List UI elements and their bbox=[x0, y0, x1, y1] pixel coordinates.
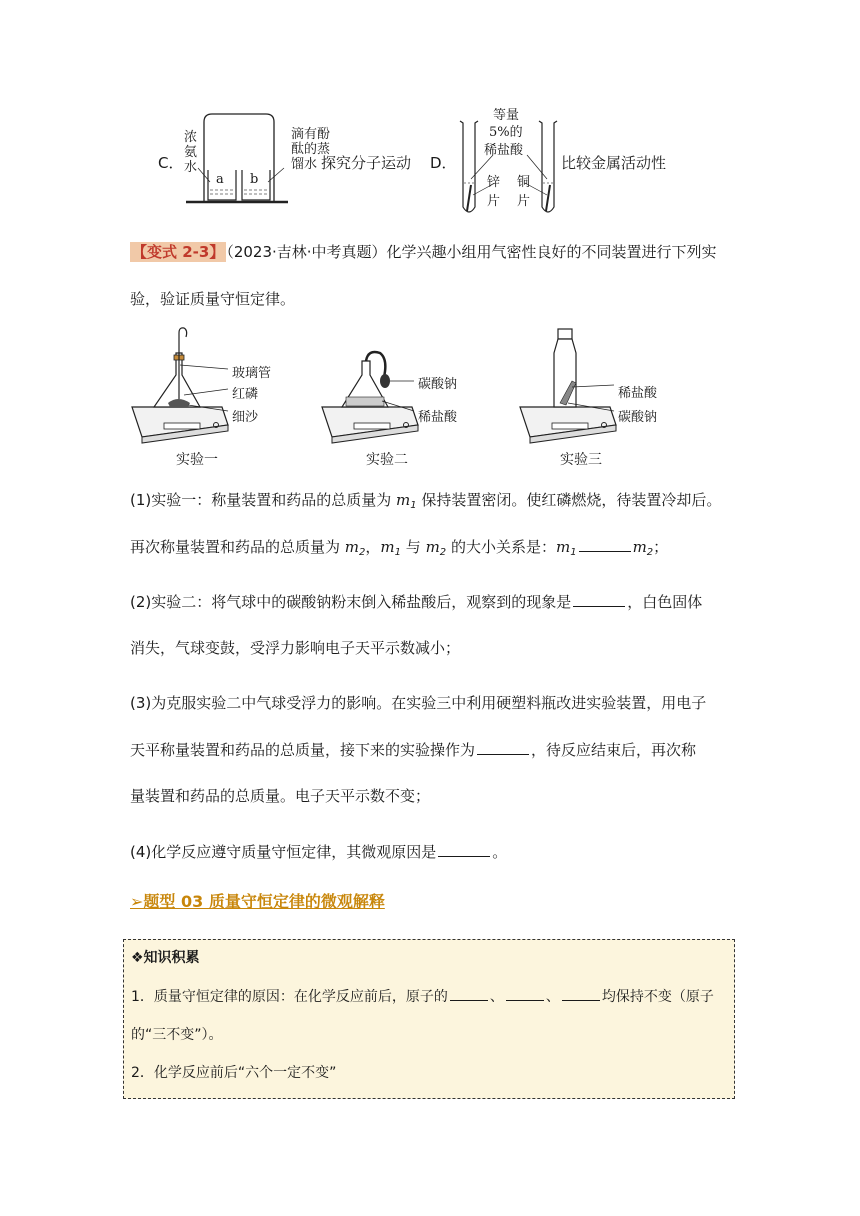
exp2-hcl-label: 稀盐酸 bbox=[418, 410, 458, 425]
knowledge-title: ❖知识积累 bbox=[131, 950, 200, 966]
exp2-na2co3-label: 碳酸钠 bbox=[418, 377, 458, 392]
exp1-glass-tube-label: 玻璃管 bbox=[232, 366, 272, 381]
ammonia-label: 浓氨水 bbox=[184, 130, 198, 175]
balance-2 bbox=[322, 352, 418, 443]
balance-3 bbox=[520, 329, 616, 443]
answer-blank-1[interactable] bbox=[579, 537, 631, 552]
option-c-label: C． bbox=[158, 154, 184, 172]
question-intro-line2: 验，验证质量守恒定律。 bbox=[130, 290, 296, 308]
copper-label-2: 片 bbox=[517, 194, 531, 209]
part3-line2: 天平称量装置和药品的总质量，接下来的实验操作为 ，待反应结束后，再次称 bbox=[130, 741, 697, 759]
part2-line1: (2)实验二：将气球中的碳酸钠粉末倒入稀盐酸后，观察到的现象是 ，白色固体 bbox=[130, 593, 703, 611]
answer-blank-4[interactable] bbox=[438, 842, 490, 857]
knowledge-item-1: 1．质量守恒定律的原因：在化学反应前后，原子的 、 、 均保持不变（原子 bbox=[131, 986, 714, 1006]
equal-amount-label: 等量 bbox=[493, 108, 520, 123]
beaker-a-label: a bbox=[216, 172, 224, 187]
exp3-caption: 实验三 bbox=[560, 452, 602, 468]
ammonia-diffusion-apparatus bbox=[180, 110, 300, 210]
exp1-sand-label: 细沙 bbox=[232, 410, 259, 425]
exp3-hcl-label: 稀盐酸 bbox=[618, 386, 658, 401]
part4-line: (4)化学反应遵守质量守恒定律，其微观原因是 。 bbox=[130, 843, 508, 861]
beaker-b-label: b bbox=[250, 172, 259, 187]
concentration-label: 5%的 bbox=[489, 125, 523, 140]
variant-tag: 【变式 2-3】 bbox=[132, 243, 225, 261]
balance-1 bbox=[132, 328, 228, 443]
knowledge-box bbox=[123, 939, 735, 1099]
answer-blank-2[interactable] bbox=[573, 592, 625, 607]
knowledge-item-1-cont: 的“三不变”）。 bbox=[131, 1027, 223, 1043]
part3-line3: 量装置和药品的总质量。电子天平示数不变； bbox=[130, 787, 431, 805]
hcl-label: 稀盐酸 bbox=[484, 143, 524, 158]
option-c-caption: 探究分子运动 bbox=[321, 154, 412, 172]
exp3-na2co3-label: 碳酸钠 bbox=[618, 410, 658, 425]
exp2-caption: 实验二 bbox=[366, 452, 408, 468]
section-heading: ➢题型 03 质量守恒定律的微观解释 bbox=[130, 892, 385, 911]
knowledge-blank-3[interactable] bbox=[562, 986, 600, 1001]
option-d-caption: 比较金属活动性 bbox=[561, 154, 667, 172]
knowledge-blank-2[interactable] bbox=[506, 986, 544, 1001]
knowledge-blank-1[interactable] bbox=[450, 986, 488, 1001]
knowledge-item-2: 2．化学反应前后“六个一定不变” bbox=[131, 1065, 337, 1081]
part1-line1: (1)实验一：称量装置和药品的总质量为 $m_1$ 保持装置密闭。使红磷燃烧，待装置冷却后。 bbox=[130, 491, 722, 511]
zinc-label-2: 片 bbox=[487, 194, 501, 209]
question-intro-line1: 【变式 2-3】 （2023·吉林·中考真题）化学兴趣小组用气密性良好的不同装置进行下列实 bbox=[132, 243, 717, 261]
exp1-caption: 实验一 bbox=[176, 452, 218, 468]
exp1-phosphorus-label: 红磷 bbox=[232, 387, 259, 402]
answer-blank-3[interactable] bbox=[477, 740, 529, 755]
phenolphthalein-label: 滴有酚酞的蒸馏水 bbox=[291, 127, 331, 172]
part3-line1: (3)为克服实验二中气球受浮力的影响。在实验三中利用硬塑料瓶改进实验装置，用电子 bbox=[130, 694, 707, 712]
copper-label-1: 铜 bbox=[517, 175, 531, 190]
zinc-label-1: 锌 bbox=[487, 175, 501, 190]
part1-line2: 再次称量装置和药品的总质量为 $m_2$，$m_1$ 与 $m_2$ 的大小关系是：$m_1$ $m_2$； bbox=[130, 538, 669, 558]
option-d-label: D． bbox=[430, 154, 457, 172]
part2-line2: 消失，气球变鼓，受浮力影响电子天平示数减小； bbox=[130, 639, 461, 657]
